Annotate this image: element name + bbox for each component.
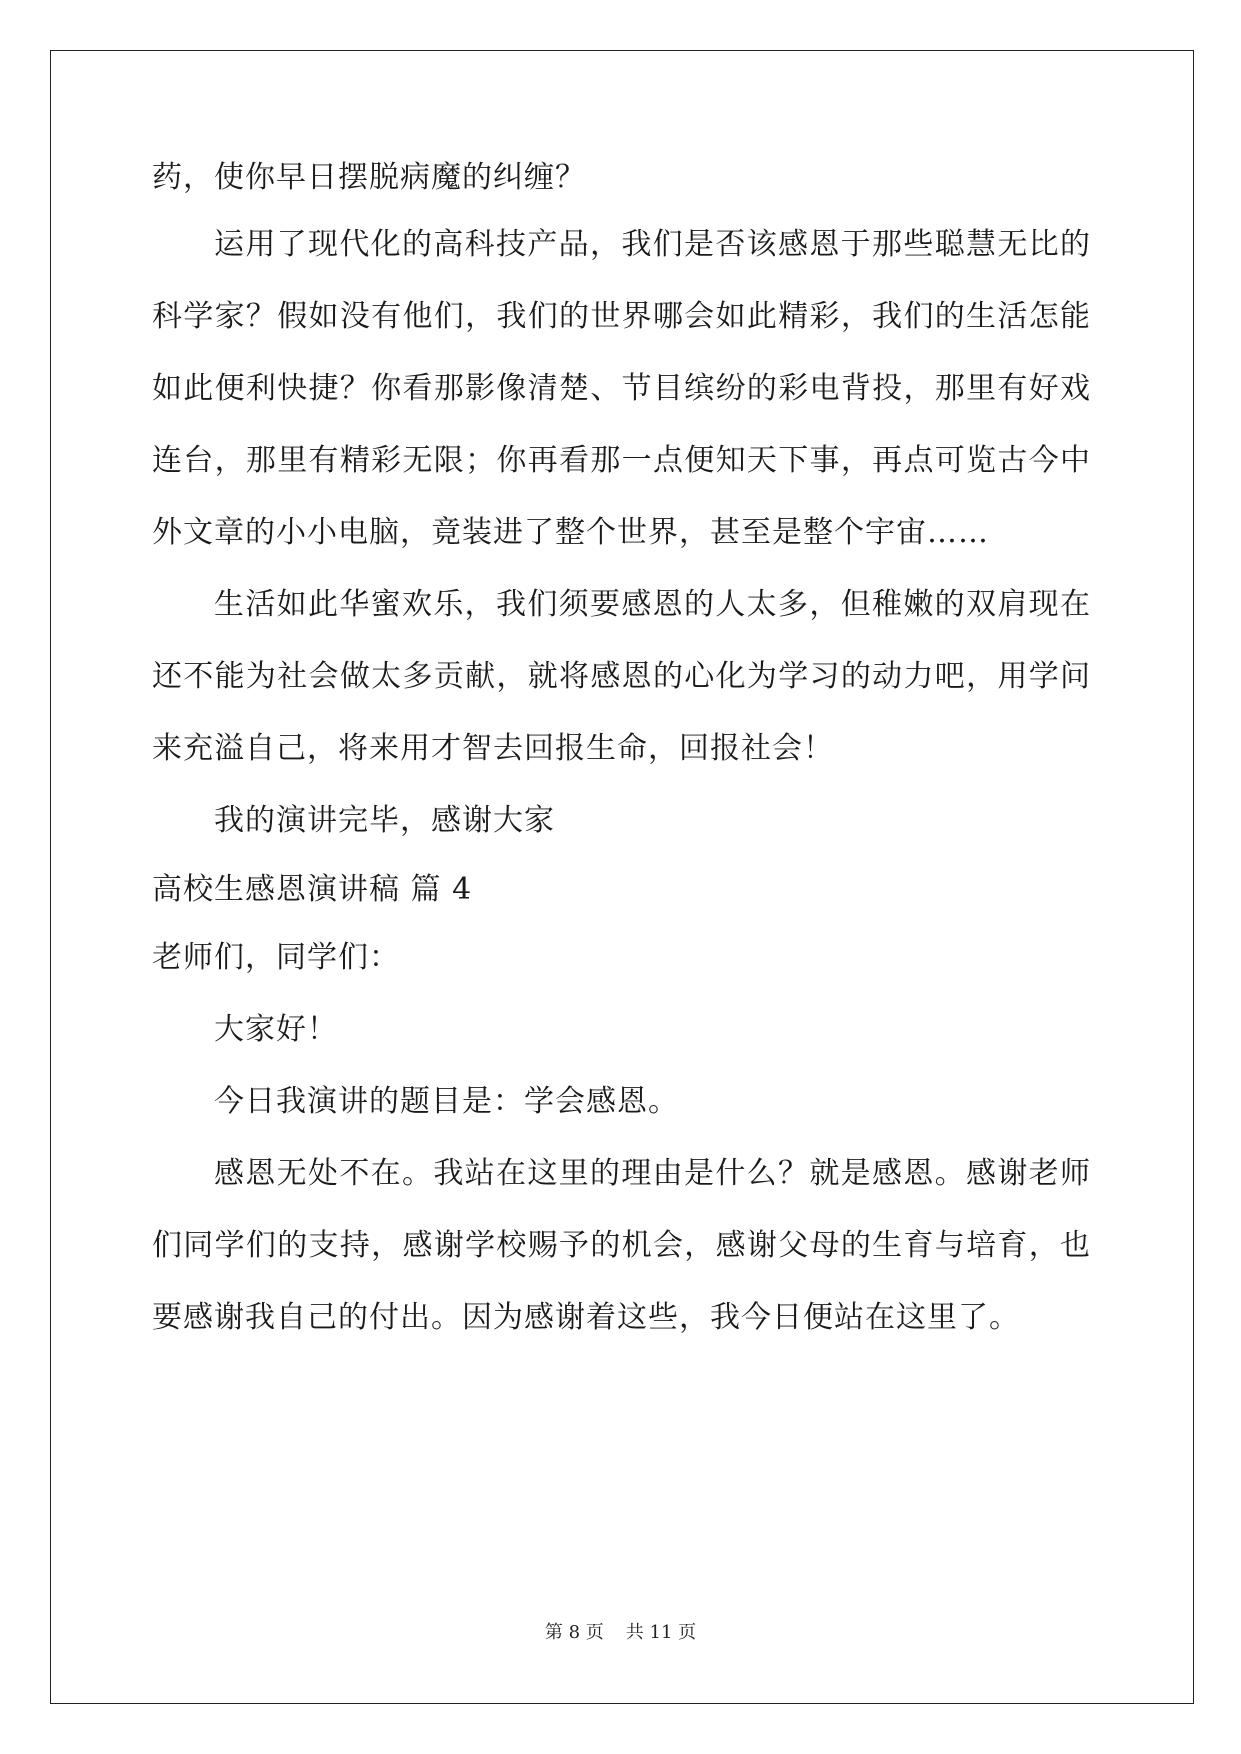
paragraph-line: 们同学们的支持，感谢学校赐予的机会，感谢父母的生育与培育，也 bbox=[152, 1228, 1090, 1263]
paragraph-line: 来充溢自己，将来用才智去回报生命，回报社会！ bbox=[152, 731, 834, 766]
greeting: 大家好！ bbox=[214, 1012, 338, 1047]
paragraph-line: 我的演讲完毕，感谢大家 bbox=[214, 803, 555, 838]
paragraph-line: 科学家？假如没有他们，我们的世界哪会如此精彩，我们的生活怎能 bbox=[152, 299, 1090, 334]
page-total: 共 11 页 bbox=[625, 1622, 697, 1643]
paragraph-line: 外文章的小小电脑，竟装进了整个世界，甚至是整个宇宙…… bbox=[152, 515, 989, 550]
paragraph-line: 感恩无处不在。我站在这里的理由是什么？就是感恩。感谢老师 bbox=[214, 1156, 1090, 1191]
page-number: 第 8 页 bbox=[544, 1622, 604, 1643]
paragraph-line: 生活如此华蜜欢乐，我们须要感恩的人太多，但稚嫩的双肩现在 bbox=[214, 587, 1090, 622]
salutation: 老师们，同学们： bbox=[152, 940, 400, 975]
paragraph-line: 运用了现代化的高科技产品，我们是否该感恩于那些聪慧无比的 bbox=[214, 227, 1090, 262]
page-footer bbox=[0, 1621, 1241, 1645]
paragraph-line: 要感谢我自己的付出。因为感谢着这些，我今日便站在这里了。 bbox=[152, 1300, 1020, 1335]
paragraph-line: 今日我演讲的题目是：学会感恩。 bbox=[214, 1084, 679, 1119]
paragraph-line: 连台，那里有精彩无限；你再看那一点便知天下事，再点可览古今中 bbox=[152, 443, 1090, 478]
section-heading: 高校生感恩演讲稿 篇 4 bbox=[152, 872, 473, 907]
paragraph-line: 药，使你早日摆脱病魔的纠缠？ bbox=[152, 160, 586, 195]
paragraph-line: 如此便利快捷？你看那影像清楚、节目缤纷的彩电背投，那里有好戏 bbox=[152, 371, 1090, 406]
paragraph-line: 还不能为社会做太多贡献，就将感恩的心化为学习的动力吧，用学问 bbox=[152, 659, 1090, 694]
